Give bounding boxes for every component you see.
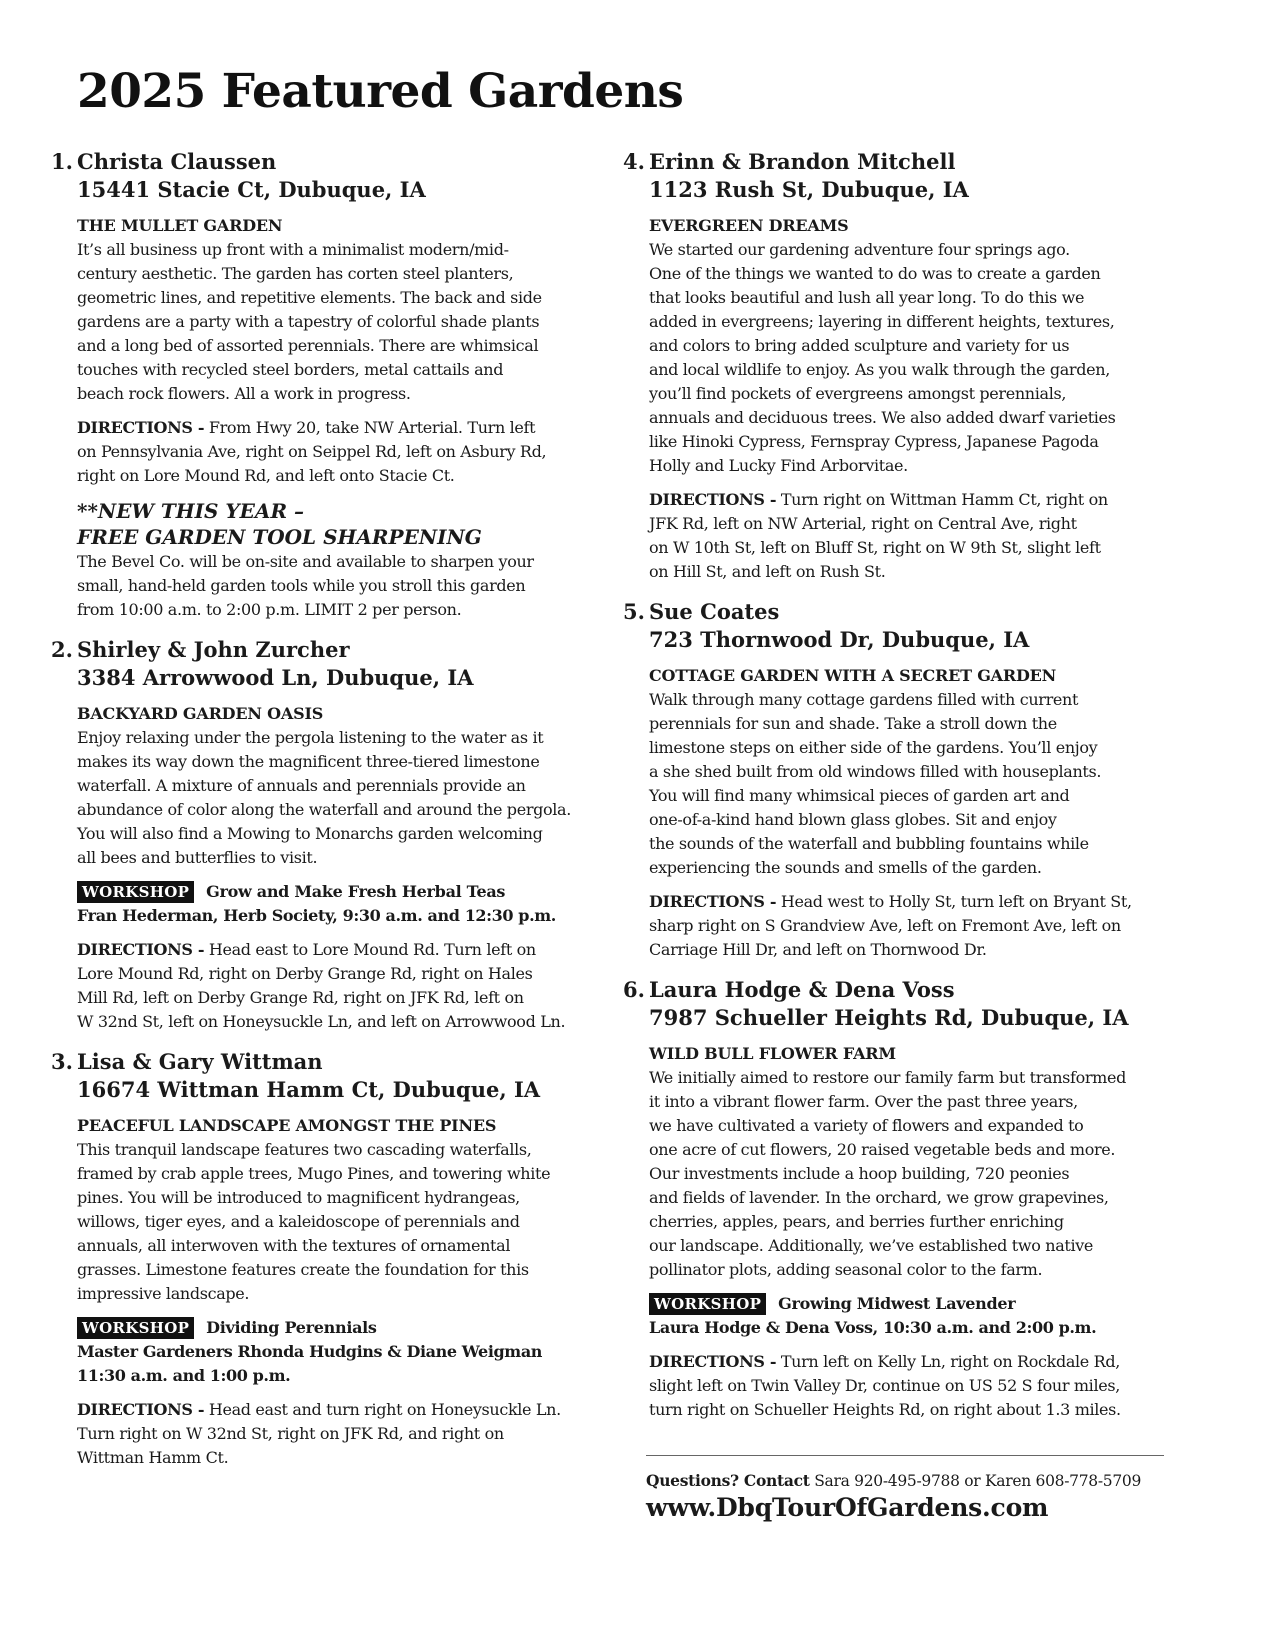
text-line: cherries, apples, pears, and berries further enriching — [649, 1212, 1064, 1231]
special-announcement — [77, 498, 611, 622]
directions-line: sharp right on S Grandview Ave, left on Fremont Ave, left on — [649, 916, 1121, 935]
text-line: annuals and deciduous trees. We also added dwarf varieties — [649, 408, 1116, 427]
garden-title: PEACEFUL LANDSCAPE AMONGST THE PINES — [77, 1116, 497, 1135]
garden-owner-name: Erinn & Brandon Mitchell — [649, 149, 956, 174]
workshop-badge: WORKSHOP — [649, 1293, 766, 1315]
directions-text: From Hwy 20, take NW Arterial. Turn left — [204, 418, 536, 437]
directions-line: turn right on Schueller Heights Rd, on right about 1.3 miles. — [649, 1400, 1121, 1419]
garden-number: 2. — [51, 637, 73, 662]
text-line: experiencing the sounds and smells of the garden. — [649, 858, 1042, 877]
directions-line: on Pennsylvania Ave, right on Seippel Rd, left on Asbury Rd, — [77, 442, 547, 461]
text-line: Holly and Lucky Find Arborvitae. — [649, 456, 908, 475]
garden-entry — [51, 148, 611, 622]
questions-label: Questions? Contact — [646, 1471, 810, 1490]
text-line: that looks beautiful and lush all year long. To do this we — [649, 288, 1085, 307]
directions-line: Mill Rd, left on Derby Grange Rd, right on JFK Rd, left on — [77, 988, 524, 1007]
text-line: touches with recycled steel borders, metal cattails and — [77, 360, 504, 379]
text-line: This tranquil landscape features two cascading waterfalls, — [77, 1140, 532, 1159]
workshop-header — [649, 1292, 1213, 1316]
text-line: limestone steps on either side of the gardens. You’ll enjoy — [649, 738, 1098, 757]
text-line: and fields of lavender. In the orchard, we grow grapevines, — [649, 1188, 1109, 1207]
directions-line: Turn right on W 32nd St, right on JFK Rd, and right on — [77, 1424, 504, 1443]
directions-text: Head east to Lore Mound Rd. Turn left on — [204, 940, 536, 959]
left-column — [51, 148, 611, 1480]
text-line: It’s all business up front with a minimalist modern/mid- — [77, 240, 509, 259]
garden-owner-name: Shirley & John Zurcher — [77, 637, 350, 662]
garden-entry — [623, 976, 1213, 1422]
text-line: Enjoy relaxing under the pergola listening to the water as it — [77, 728, 544, 747]
text-line: You will find many whimsical pieces of garden art and — [649, 786, 1070, 805]
garden-title: THE MULLET GARDEN — [77, 216, 283, 235]
directions-label: DIRECTIONS - — [649, 892, 777, 911]
garden-description — [649, 1066, 1213, 1282]
garden-address: 1123 Rush St, Dubuque, IA — [649, 177, 969, 202]
directions-line — [649, 890, 1213, 914]
workshop-info: 11:30 a.m. and 1:00 p.m. — [77, 1366, 291, 1385]
directions-label: DIRECTIONS - — [649, 1352, 777, 1371]
text-line: grasses. Limestone features create the foundation for this — [77, 1260, 529, 1279]
directions-line: JFK Rd, left on NW Arterial, right on Central Ave, right — [649, 514, 1077, 533]
text-line: abundance of color along the waterfall and around the pergola. — [77, 800, 571, 819]
garden-address: 15441 Stacie Ct, Dubuque, IA — [77, 177, 426, 202]
workshop-header — [77, 880, 611, 904]
directions-line: Lore Mound Rd, right on Derby Grange Rd, right on Hales — [77, 964, 533, 983]
garden-number: 6. — [623, 977, 645, 1002]
directions-line — [649, 1350, 1213, 1374]
garden-title: BACKYARD GARDEN OASIS — [77, 704, 324, 723]
directions-label: DIRECTIONS - — [77, 418, 205, 437]
workshop-info: Master Gardeners Rhonda Hudgins & Diane Weigman — [77, 1342, 543, 1361]
garden-entry — [51, 1048, 611, 1470]
right-column — [623, 148, 1213, 1432]
page-title: 2025 Featured Gardens — [77, 64, 684, 119]
garden-directions — [77, 1398, 611, 1470]
garden-directions — [77, 416, 611, 488]
text-line: makes its way down the magnificent three-tiered limestone — [77, 752, 540, 771]
text-line: You will also find a Mowing to Monarchs garden welcoming — [77, 824, 543, 843]
directions-line — [77, 1398, 611, 1422]
workshop — [77, 880, 611, 928]
directions-text: Head west to Holly St, turn left on Bryant St, — [776, 892, 1132, 911]
text-line: geometric lines, and repetitive elements. The back and side — [77, 288, 542, 307]
garden-owner-name: Laura Hodge & Dena Voss — [649, 977, 955, 1002]
text-line: waterfall. A mixture of annuals and perennials provide an — [77, 776, 526, 795]
text-line: added in evergreens; layering in different heights, textures, — [649, 312, 1115, 331]
garden-number: 1. — [51, 149, 73, 174]
garden-number: 5. — [623, 599, 645, 624]
directions-text: Turn left on Kelly Ln, right on Rockdale Rd, — [776, 1352, 1120, 1371]
text-line: pollinator plots, adding seasonal color to the farm. — [649, 1260, 1043, 1279]
garden-entry — [623, 148, 1213, 584]
text-line: we have cultivated a variety of flowers and expanded to — [649, 1116, 1084, 1135]
special-text — [77, 550, 611, 622]
text-line: perennials for sun and shade. Take a stroll down the — [649, 714, 1057, 733]
text-line: you’ll find pockets of evergreens amongst perennials, — [649, 384, 1067, 403]
text-line: annuals, all interwoven with the textures of ornamental — [77, 1236, 511, 1255]
special-heading-line: **NEW THIS YEAR – — [77, 499, 305, 523]
text-line: One of the things we wanted to do was to create a garden — [649, 264, 1101, 283]
text-line: Walk through many cottage gardens filled with current — [649, 690, 1079, 709]
directions-line — [649, 488, 1213, 512]
directions-label: DIRECTIONS - — [77, 1400, 205, 1419]
garden-directions — [649, 1350, 1213, 1422]
garden-number: 3. — [51, 1049, 73, 1074]
contact-text: Sara 920-495-9788 or Karen 608-778-5709 — [809, 1472, 1142, 1490]
garden-description — [77, 238, 611, 406]
garden-description — [649, 688, 1213, 880]
garden-directions — [649, 488, 1213, 584]
text-line: pines. You will be introduced to magnificent hydrangeas, — [77, 1188, 520, 1207]
garden-title: WILD BULL FLOWER FARM — [649, 1044, 896, 1063]
text-line: gardens are a party with a tapestry of colorful shade plants — [77, 312, 540, 331]
text-line: all bees and butterflies to visit. — [77, 848, 318, 867]
text-line: impressive landscape. — [77, 1284, 250, 1303]
text-line: Our investments include a hoop building, 720 peonies — [649, 1164, 1070, 1183]
workshop — [649, 1292, 1213, 1340]
text-line: one-of-a-kind hand blown glass globes. Sit and enjoy — [649, 810, 1057, 829]
contact-line — [646, 1470, 1166, 1492]
directions-line: on Hill St, and left on Rush St. — [649, 562, 886, 581]
workshop-header — [77, 1316, 611, 1340]
garden-entry — [623, 598, 1213, 962]
website-link[interactable]: www.DbqTourOfGardens.com — [646, 1493, 1049, 1522]
text-line: century aesthetic. The garden has corten steel planters, — [77, 264, 514, 283]
garden-address: 723 Thornwood Dr, Dubuque, IA — [649, 627, 1030, 652]
text-line: a she shed built from old windows filled with houseplants. — [649, 762, 1102, 781]
workshop-info: Laura Hodge & Dena Voss, 10:30 a.m. and 2:00 p.m. — [649, 1318, 1097, 1337]
directions-line: Carriage Hill Dr, and left on Thornwood Dr. — [649, 940, 987, 959]
workshop-title: Growing Midwest Lavender — [778, 1294, 1016, 1313]
directions-label: DIRECTIONS - — [649, 490, 777, 509]
text-line: from 10:00 a.m. to 2:00 p.m. LIMIT 2 per person. — [77, 600, 462, 619]
directions-line — [77, 938, 611, 962]
directions-line: slight left on Twin Valley Dr, continue on US 52 S four miles, — [649, 1376, 1120, 1395]
text-line: small, hand-held garden tools while you stroll this garden — [77, 576, 526, 595]
text-line: and colors to bring added sculpture and variety for us — [649, 336, 1070, 355]
special-heading-line: FREE GARDEN TOOL SHARPENING — [77, 525, 482, 549]
text-line: beach rock flowers. All a work in progress. — [77, 384, 411, 403]
text-line: We started our gardening adventure four springs ago. — [649, 240, 1070, 259]
directions-line: W 32nd St, left on Honeysuckle Ln, and left on Arrowwood Ln. — [77, 1012, 566, 1031]
directions-label: DIRECTIONS - — [77, 940, 205, 959]
text-line: and a long bed of assorted perennials. There are whimsical — [77, 336, 539, 355]
garden-title: COTTAGE GARDEN WITH A SECRET GARDEN — [649, 666, 1057, 685]
directions-text: Head east and turn right on Honeysuckle Ln. — [204, 1400, 561, 1419]
workshop-info: Fran Hederman, Herb Society, 9:30 a.m. and 12:30 p.m. — [77, 906, 556, 925]
garden-owner-name: Sue Coates — [649, 599, 780, 624]
workshop-badge: WORKSHOP — [77, 881, 194, 903]
garden-entry — [51, 636, 611, 1034]
text-line: We initially aimed to restore our family farm but transformed — [649, 1068, 1127, 1087]
garden-description — [77, 726, 611, 870]
directions-line: on W 10th St, left on Bluff St, right on W 9th St, slight left — [649, 538, 1101, 557]
directions-line — [77, 416, 611, 440]
garden-owner-name: Christa Claussen — [77, 149, 277, 174]
garden-directions — [77, 938, 611, 1034]
garden-address: 7987 Schueller Heights Rd, Dubuque, IA — [649, 1005, 1129, 1030]
workshop-badge: WORKSHOP — [77, 1317, 194, 1339]
text-line: the sounds of the waterfall and bubbling fountains while — [649, 834, 1089, 853]
workshop — [77, 1316, 611, 1388]
garden-description — [649, 238, 1213, 478]
garden-owner-name: Lisa & Gary Wittman — [77, 1049, 323, 1074]
text-line: one acre of cut flowers, 20 raised vegetable beds and more. — [649, 1140, 1116, 1159]
garden-address: 16674 Wittman Hamm Ct, Dubuque, IA — [77, 1077, 541, 1102]
directions-line: Wittman Hamm Ct. — [77, 1448, 229, 1467]
garden-directions — [649, 890, 1213, 962]
text-line: our landscape. Additionally, we’ve established two native — [649, 1236, 1094, 1255]
workshop-title: Grow and Make Fresh Herbal Teas — [206, 882, 506, 901]
directions-line: right on Lore Mound Rd, and left onto Stacie Ct. — [77, 466, 455, 485]
directions-text: Turn right on Wittman Hamm Ct, right on — [776, 490, 1108, 509]
garden-title: EVERGREEN DREAMS — [649, 216, 849, 235]
garden-address: 3384 Arrowwood Ln, Dubuque, IA — [77, 665, 474, 690]
text-line: like Hinoki Cypress, Fernspray Cypress, Japanese Pagoda — [649, 432, 1099, 451]
footer — [646, 1455, 1166, 1524]
text-line: framed by crab apple trees, Mugo Pines, and towering white — [77, 1164, 551, 1183]
workshop-title: Dividing Perennials — [206, 1318, 377, 1337]
text-line: it into a vibrant flower farm. Over the past three years, — [649, 1092, 1078, 1111]
garden-description — [77, 1138, 611, 1306]
text-line: and local wildlife to enjoy. As you walk through the garden, — [649, 360, 1110, 379]
text-line: The Bevel Co. will be on-site and available to sharpen your — [77, 552, 534, 571]
garden-number: 4. — [623, 149, 645, 174]
footer-divider — [646, 1455, 1164, 1456]
text-line: willows, tiger eyes, and a kaleidoscope of perennials and — [77, 1212, 520, 1231]
